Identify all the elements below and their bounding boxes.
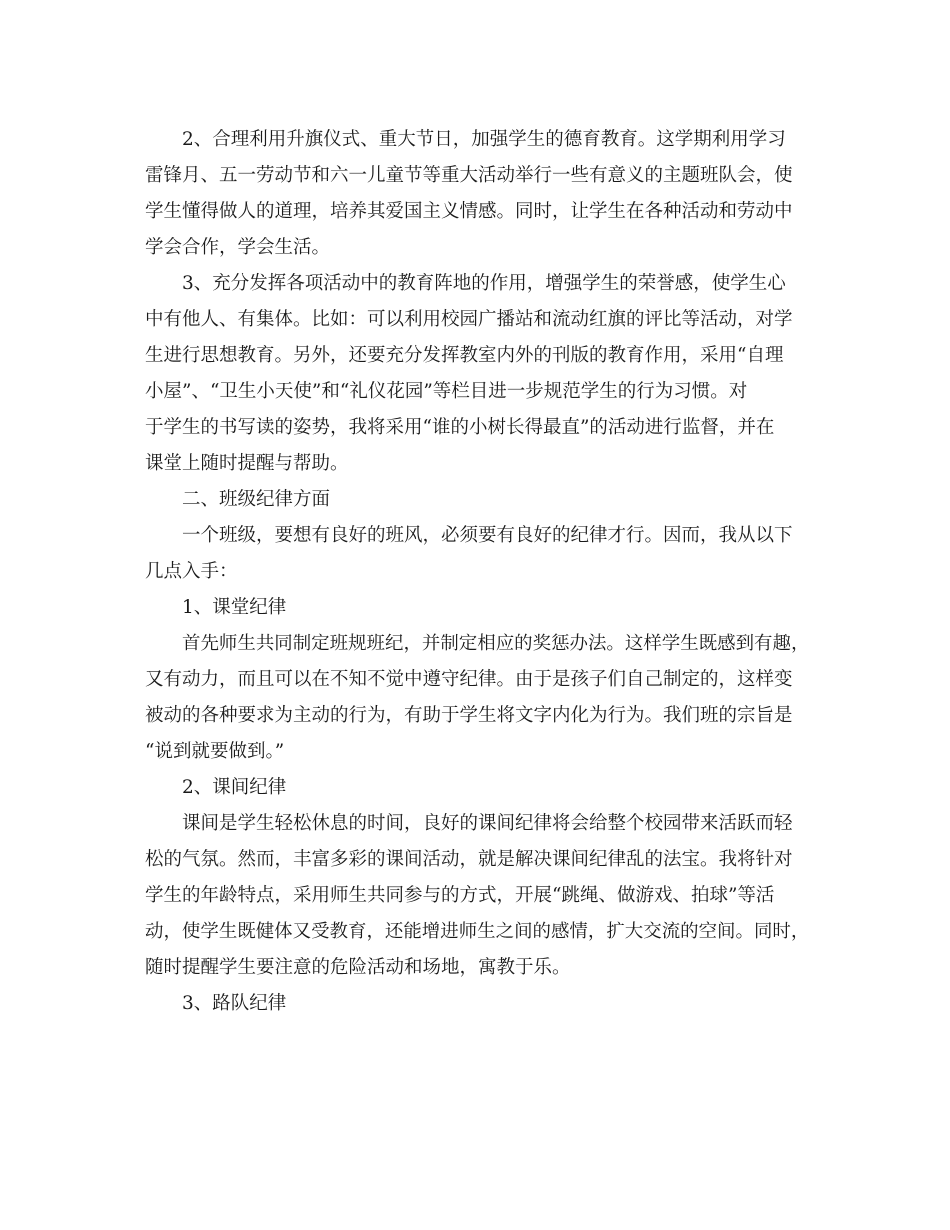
text-line: 学生懂得做人的道理，培养其爱国主义情感。同时，让学生在各种活动和劳动中 bbox=[145, 201, 793, 222]
text-line: 小屋”、“卫生小天使”和“礼仪花园”等栏目进一步规范学生的行为习惯。对 bbox=[145, 381, 748, 402]
text-line: 中有他人、有集体。比如：可以利用校园广播站和流动红旗的评比等活动，对学 bbox=[145, 309, 793, 330]
text-line: 雷锋月、五一劳动节和六一儿童节等重大活动举行一些有意义的主题班队会，使 bbox=[145, 165, 793, 186]
text-line: 松的气氛。然而，丰富多彩的课间活动，就是解决课间纪律乱的法宝。我将针对 bbox=[145, 849, 793, 870]
text-line: 首先师生共同制定班规班纪，并制定相应的奖惩办法。这样学生既感到有趣， bbox=[182, 633, 810, 654]
text-line: 3、充分发挥各项活动中的教育阵地的作用，增强学生的荣誉感，使学生心 bbox=[182, 273, 786, 294]
text-line: 学生的年龄特点，采用师生共同参与的方式，开展“跳绳、做游戏、拍球”等活 bbox=[145, 885, 775, 906]
text-line: 动，使学生既健体又受教育，还能增进师生之间的感情，扩大交流的空间。同时， bbox=[145, 921, 810, 942]
text-line: 课堂上随时提醒与帮助。 bbox=[145, 453, 349, 474]
text-line: 课间是学生轻松休息的时间，良好的课间纪律将会给整个校园带来活跃而轻 bbox=[182, 813, 793, 834]
text-line: 几点入手： bbox=[145, 561, 238, 582]
text-line: 1、课堂纪律 bbox=[182, 597, 287, 618]
text-line: 随时提醒学生要注意的危险活动和场地，寓教于乐。 bbox=[145, 957, 571, 978]
text-line: 被动的各种要求为主动的行为，有助于学生将文字内化为行为。我们班的宗旨是 bbox=[145, 705, 793, 726]
text-line: 二、班级纪律方面 bbox=[182, 489, 331, 510]
text-line: 2、课间纪律 bbox=[182, 777, 287, 798]
text-line: 学会合作，学会生活。 bbox=[145, 237, 331, 258]
text-line: 一个班级，要想有良好的班风，必须要有良好的纪律才行。因而，我从以下 bbox=[182, 525, 793, 546]
text-line: 又有动力，而且可以在不知不觉中遵守纪律。由于是孩子们自己制定的，这样变 bbox=[145, 669, 793, 690]
text-line: 2、合理利用升旗仪式、重大节日，加强学生的德育教育。这学期利用学习 bbox=[182, 129, 786, 150]
text-line: 生进行思想教育。另外，还要充分发挥教室内外的刊版的教育作用，采用“自理 bbox=[145, 345, 784, 366]
text-line: 3、路队纪律 bbox=[182, 993, 287, 1014]
text-line: “说到就要做到。” bbox=[145, 741, 285, 762]
document-body bbox=[145, 122, 810, 1022]
text-line: 于学生的书写读的姿势，我将采用“谁的小树长得最直”的活动进行监督，并在 bbox=[145, 417, 775, 438]
